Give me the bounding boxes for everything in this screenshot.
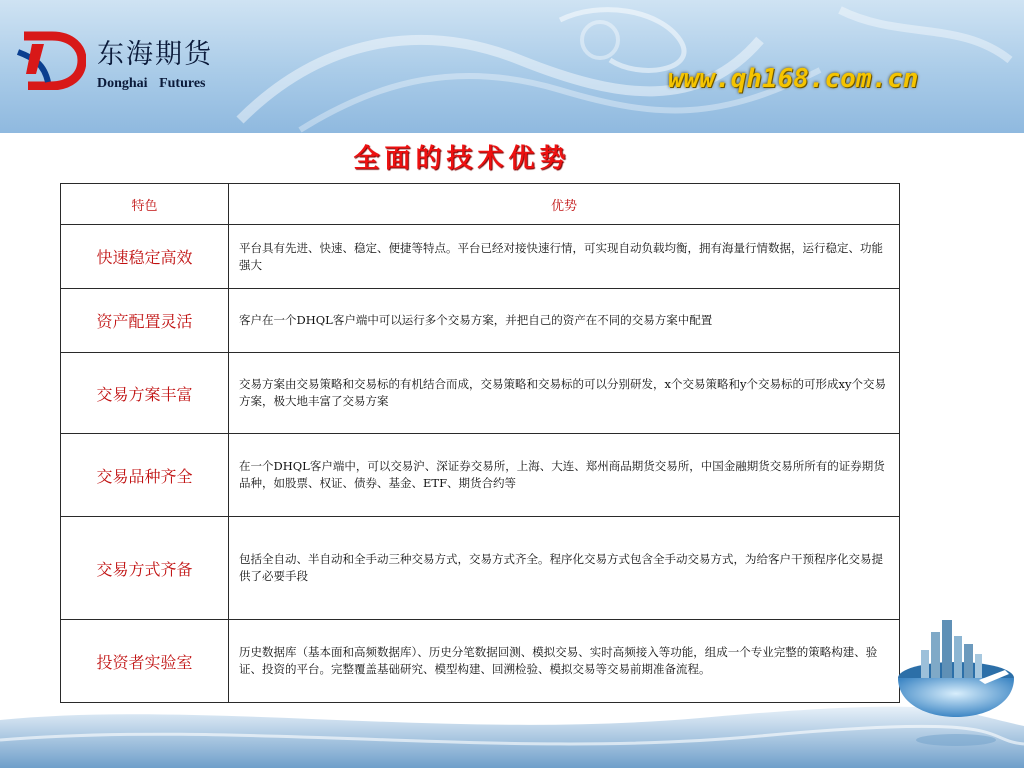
column-header-advantage: 优势 xyxy=(229,184,900,225)
advantage-cell: 客户在一个DHQL客户端中可以运行多个交易方案，并把自己的资产在不同的交易方案中配置 xyxy=(229,289,900,353)
page-title: 全面的技术优势 xyxy=(353,144,571,174)
brand-name-en: Donghai Futures xyxy=(97,76,206,91)
feature-cell: 快速稳定高效 xyxy=(61,225,229,289)
globe-city-icon xyxy=(893,600,1019,760)
feature-cell: 交易方案丰富 xyxy=(61,353,229,434)
header-banner xyxy=(0,0,1024,133)
table-row xyxy=(61,289,900,353)
advantage-cell: 包括全自动、半自动和全手动三种交易方式，交易方式齐全。程序化交易方式包含全手动交易方式，为给客户干预程序化交易提供了必要手段 xyxy=(229,517,900,620)
table-row xyxy=(61,517,900,620)
table-row xyxy=(61,434,900,517)
advantage-cell: 历史数据库（基本面和高频数据库）、历史分笔数据回测、模拟交易、实时高频接入等功能，组成一个专业完整的策略构建、验证、投资的平台。完整覆盖基础研究、模型构建、回溯检验、模拟交易等交易前期准备流程。 xyxy=(229,620,900,703)
advantages-table xyxy=(60,183,900,703)
brand-name-cn: 东海期货 xyxy=(97,39,213,70)
feature-cell: 交易品种齐全 xyxy=(61,434,229,517)
advantage-cell: 平台具有先进、快速、稳定、便捷等特点。平台已经对接快速行情，可实现自动负载均衡，拥有海量行情数据，运行稳定、功能强大 xyxy=(229,225,900,289)
table-row xyxy=(61,353,900,434)
website-url[interactable]: www.qh168.com.cn xyxy=(668,64,919,94)
feature-cell: 投资者实验室 xyxy=(61,620,229,703)
feature-cell: 资产配置灵活 xyxy=(61,289,229,353)
feature-cell: 交易方式齐备 xyxy=(61,517,229,620)
advantage-cell: 在一个DHQL客户端中，可以交易沪、深证券交易所，上海、大连、郑州商品期货交易所，中国金融期货交易所所有的证券期货品种，如股票、权证、债券、基金、ETF、期货合约等 xyxy=(229,434,900,517)
donghai-logo-icon xyxy=(14,30,86,90)
table-row xyxy=(61,620,900,703)
bottom-wave-decoration xyxy=(0,700,1024,768)
table-row xyxy=(61,225,900,289)
column-header-feature: 特色 xyxy=(61,184,229,225)
table-header-row xyxy=(61,184,900,225)
advantage-cell: 交易方案由交易策略和交易标的有机结合而成，交易策略和交易标的可以分别研发，x个交易策略和y个交易标的可形成xy个交易方案，极大地丰富了交易方案 xyxy=(229,353,900,434)
